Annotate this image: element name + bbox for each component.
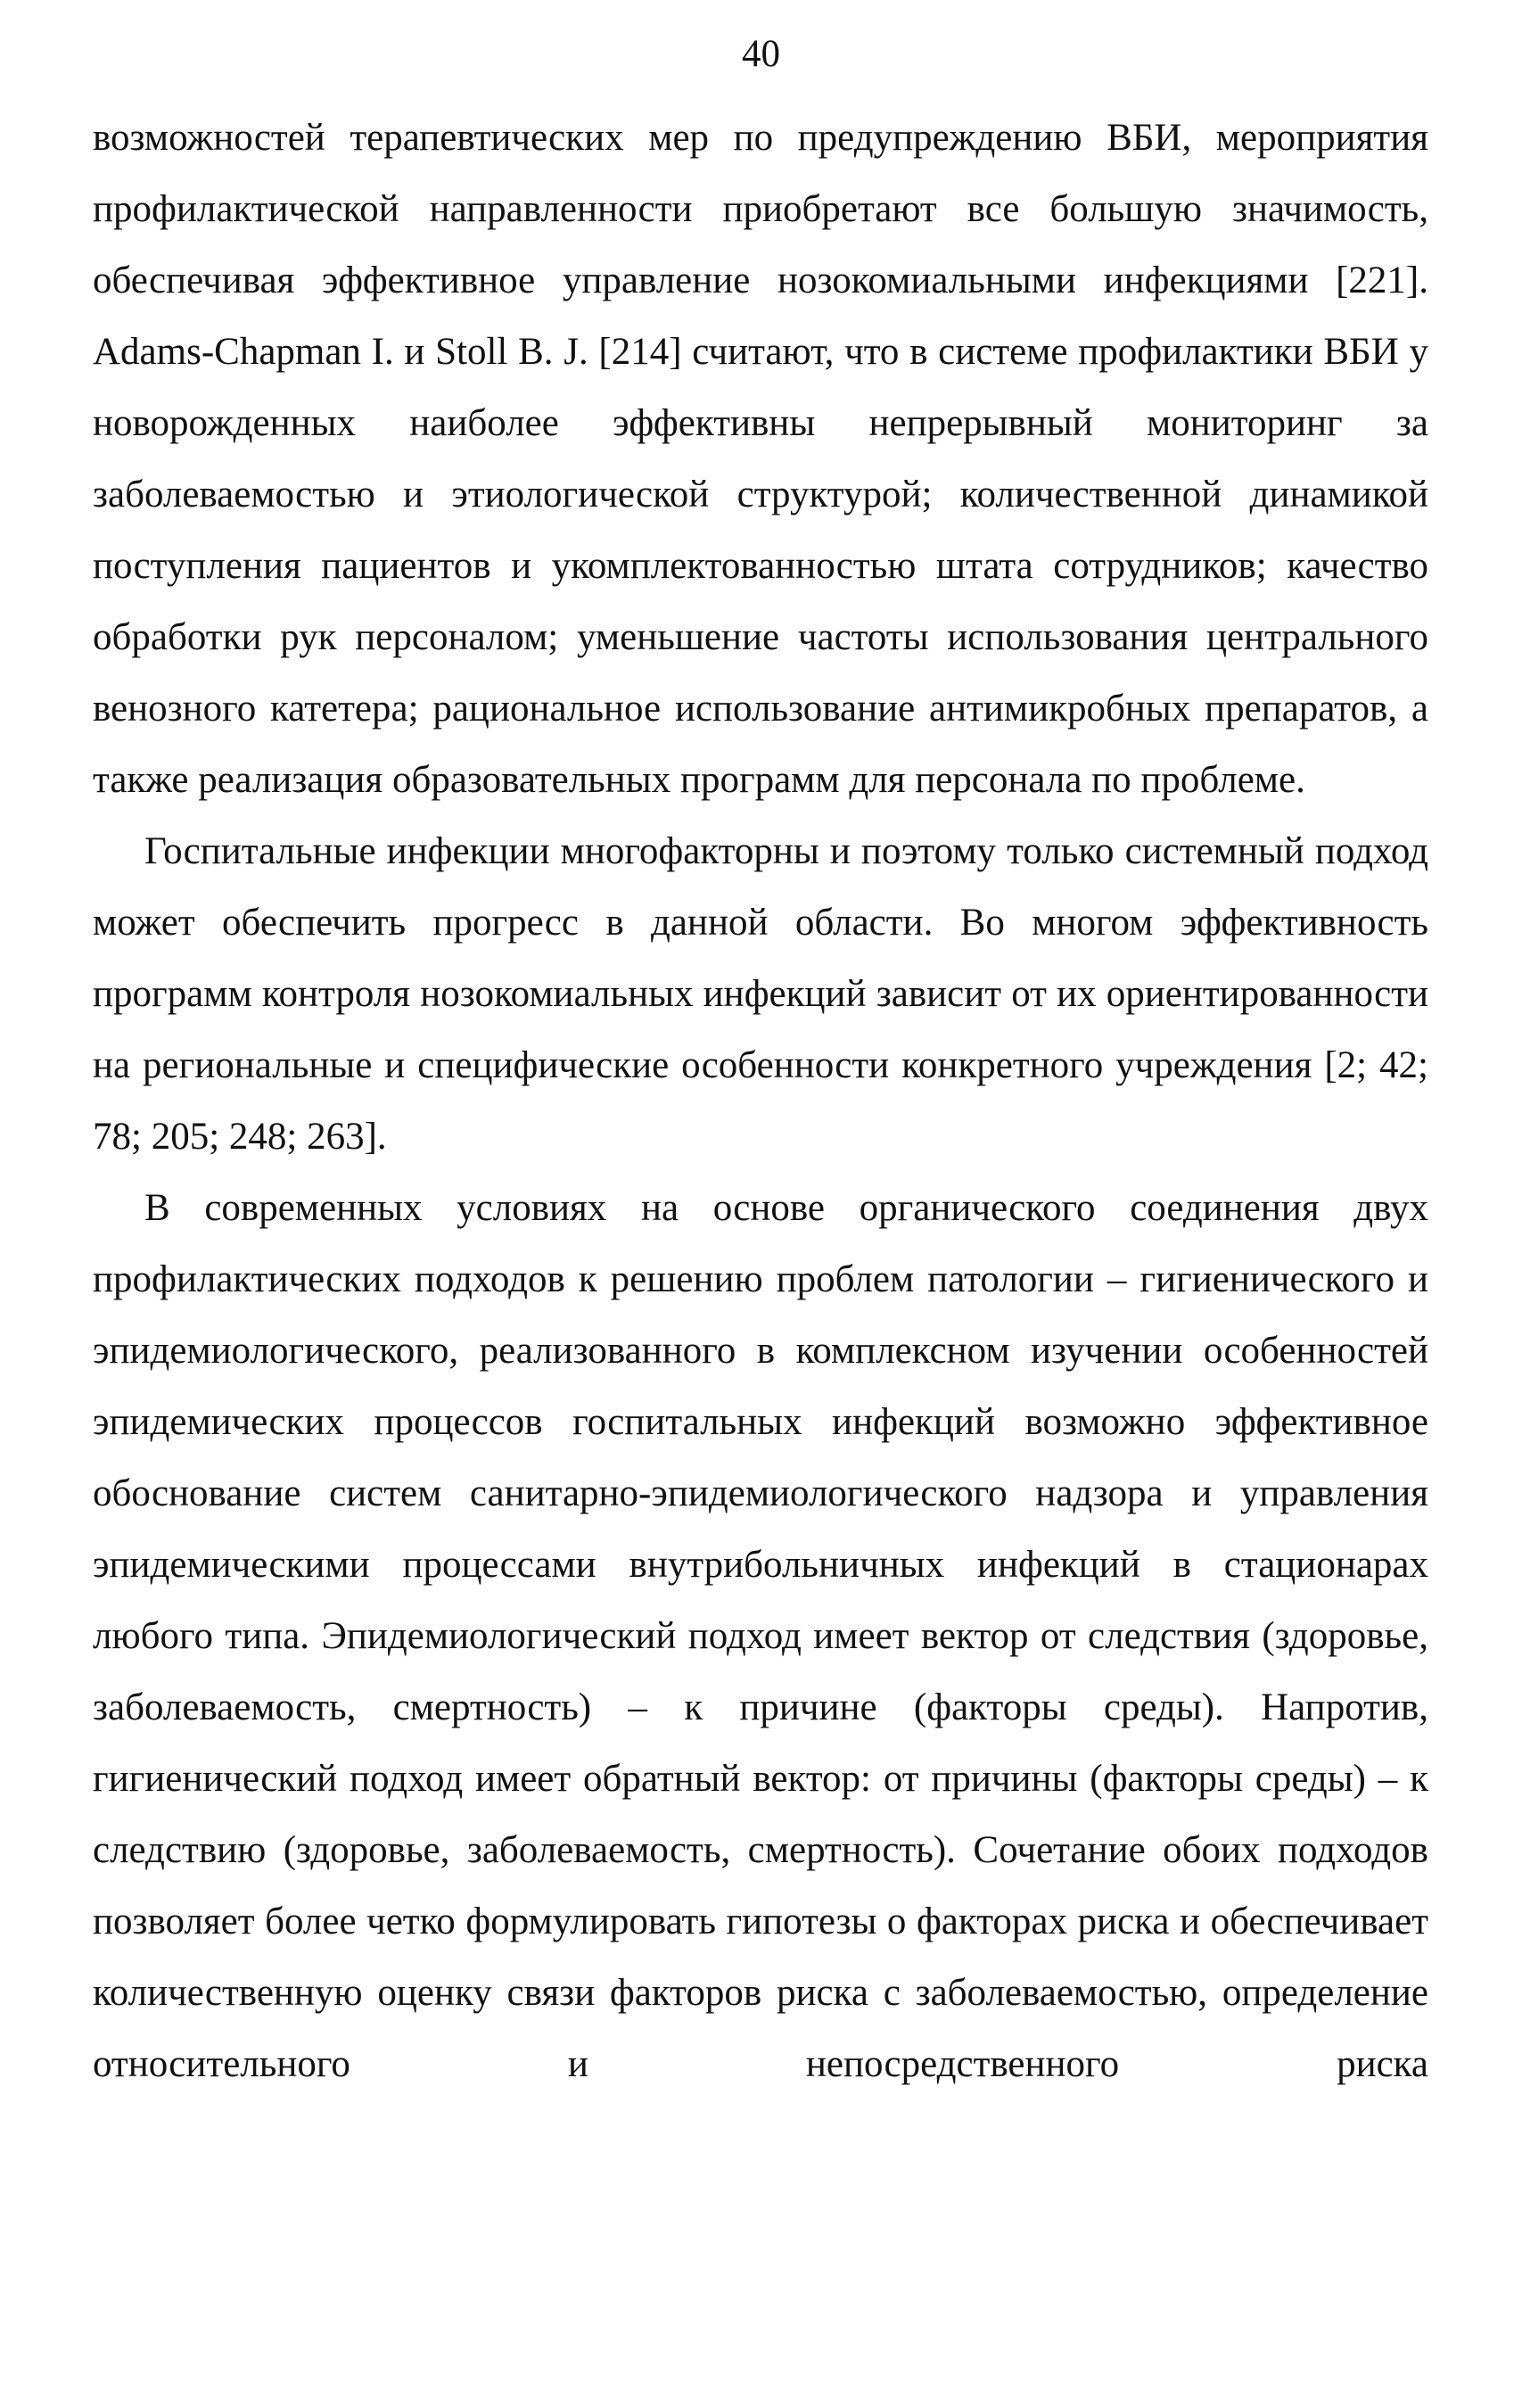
paragraph-continuation: возможностей терапевтических мер по предупреждению ВБИ, мероприятия профилактической направленности приобретают все большую значимость, обеспечивая эффективное управление нозокомиальными инфекциями [221]. Adams-Chapman I. и Stoll B. J. [214] считают, что в системе профилактики ВБИ у новорожденных наиболее эффективны непрерывный мониторинг за заболеваемостью и этиологической структурой; количественной динамикой поступления пациентов и укомплектованностью штата сотрудников; качество обработки рук персоналом; уменьшение частоты использования центрального венозного катетера; рациональное использование антимикробных препаратов, а также реализация образовательных программ для персонала по проблеме.: [93, 117, 1428, 801]
paragraph-hospital-infections: Госпитальные инфекции многофакторны и поэтому только системный подход может обеспечить прогресс в данной области. Во многом эффективность программ контроля нозокомиальных инфекций зависит от их ориентированности на региональные и специфические особенности конкретного учреждения [2; 42; 78; 205; 248; 263].: [93, 830, 1428, 1158]
document-body: [93, 103, 1428, 2100]
page-number: 40: [742, 33, 780, 75]
paragraph-modern-conditions: В современных условиях на основе органического соединения двух профилактических подходов к решению проблем патологии – гигиенического и эпидемиологического, реализованного в комплексном изучении особенностей эпидемических процессов госпитальных инфекций возможно эффективное обоснование систем санитарно-эпидемиологического надзора и управления эпидемическими процессами внутрибольничных инфекций в стационарах любого типа. Эпидемиологический подход имеет вектор от следствия (здоровье, заболеваемость, смертность) – к причине (факторы среды). Напротив, гигиенический подход имеет обратный вектор: от причины (факторы среды) – к следствию (здоровье, заболеваемость, смертность). Сочетание обоих подходов позволяет более четко формулировать гипотезы о факторах риска и обеспечивает количественную оценку связи факторов риска с заболеваемостью, определение относительного и непосредственного риска: [93, 1187, 1428, 2085]
